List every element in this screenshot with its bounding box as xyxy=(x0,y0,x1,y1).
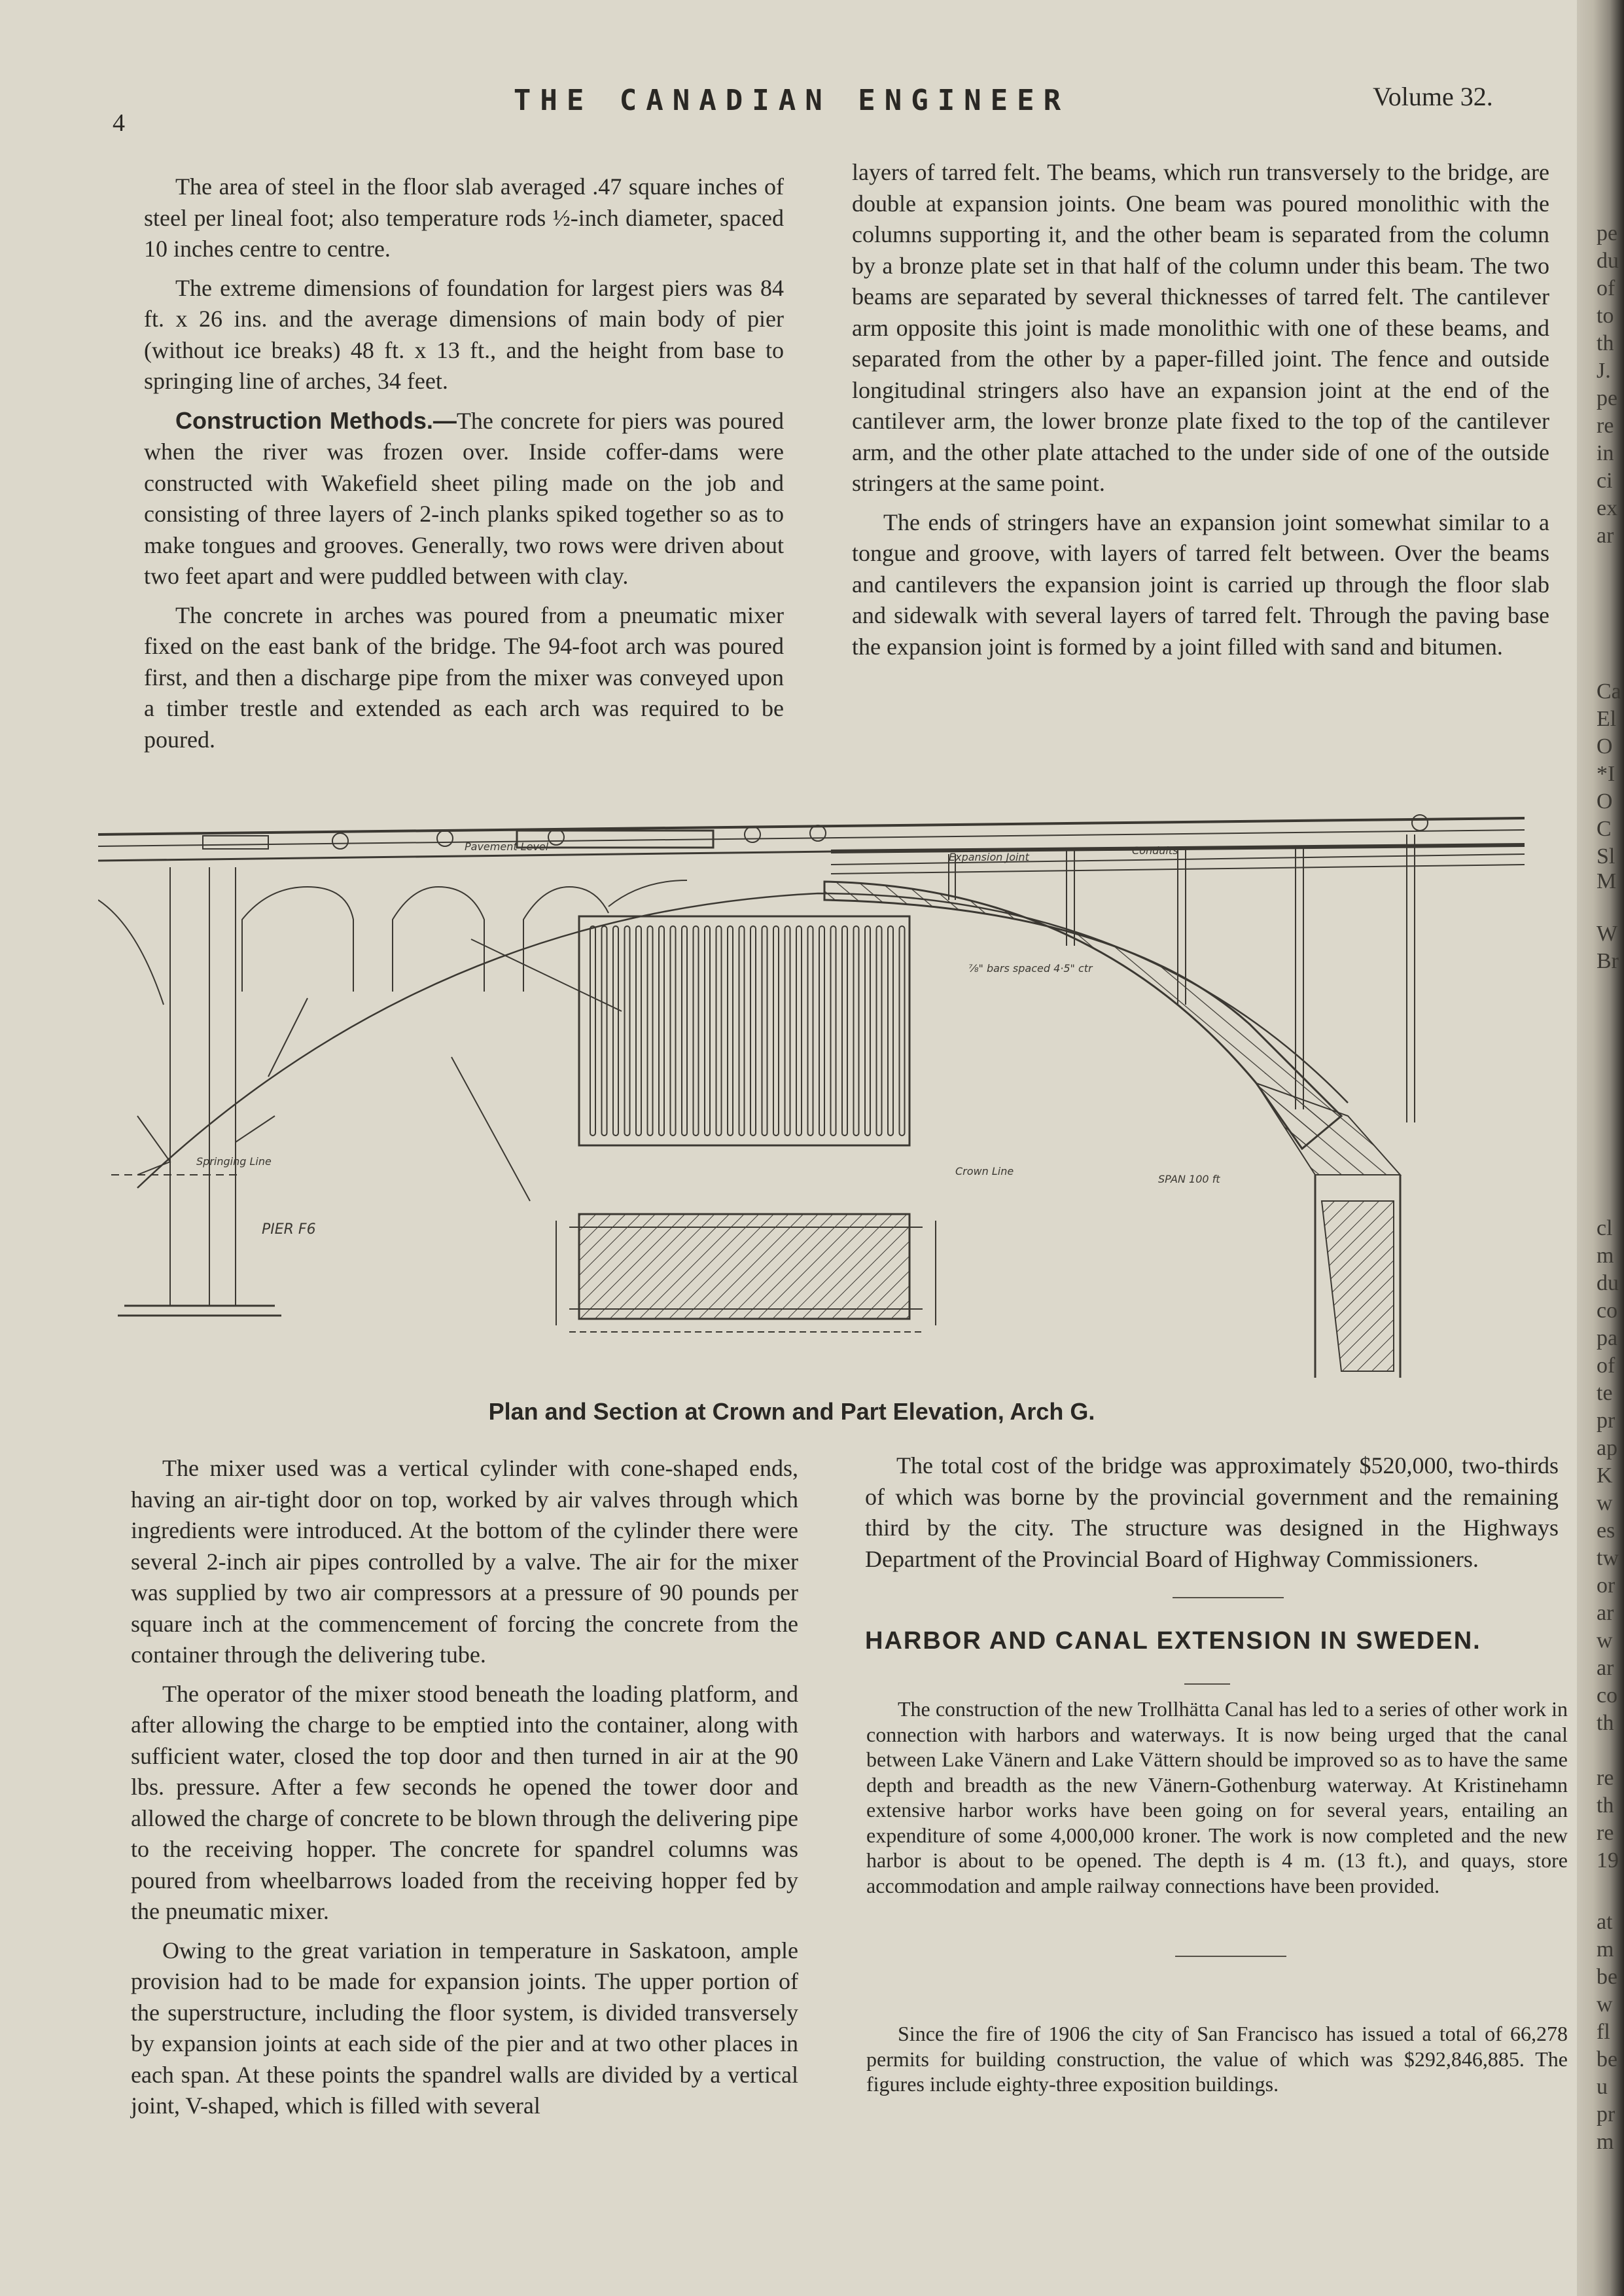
springing-label: Springing Line xyxy=(196,1155,272,1168)
paragraph: The area of steel in the floor slab averaged .47 square inches of steel per lineal foot; also temperature rods ½-inch diameter, spaced 10 inches centre to centre. xyxy=(144,173,784,262)
neighbor-fragment: th xyxy=(1597,332,1614,355)
reinforcement-bar xyxy=(819,926,824,1136)
reinforcement-bar xyxy=(888,926,893,1136)
reinforcement-bar xyxy=(694,926,699,1136)
paragraph: layers of tarred felt. The beams, which run transversely to the bridge, are double at expansion joints. One beam was poured monolithic with the columns supporting it, and the other beam is separated from the column by a bronze plate set in that half of the column under this beam. The two beams are separated by several thicknesses of tarred felt. The cantilever arm opposite this joint is made monolithic with one of these beams, and separated from the other by a paper-filled joint. The fence and outside longitudinal stringers also have an expansion joint at the end of the cantilever arm, the lower bronze plate fixed to the top of the cantilever arm, and the other plate attached to the under side of one of the outside stringers at the same point. xyxy=(852,159,1549,496)
neighbor-fragment: Ca xyxy=(1597,681,1621,703)
spandrel-arch xyxy=(609,880,687,906)
reinforcement-bar xyxy=(900,926,905,1136)
neighbor-fragment: *I xyxy=(1597,763,1615,785)
reinforcement-bar xyxy=(739,926,745,1136)
left-column-bottom xyxy=(131,1453,798,2130)
neighbor-fragment: El xyxy=(1597,708,1617,730)
neighbor-fragment: of xyxy=(1597,278,1615,300)
reinforcement-bar xyxy=(705,926,710,1136)
neighbor-fragment: co xyxy=(1597,1685,1618,1707)
reinforcement-bar xyxy=(773,926,779,1136)
reinforcement-bar xyxy=(808,926,813,1136)
page-number: 4 xyxy=(113,109,125,137)
reinforcement-bar xyxy=(854,926,859,1136)
neighbor-fragment: in xyxy=(1597,442,1614,465)
reinforcement-bar xyxy=(682,926,687,1136)
railing-post xyxy=(203,836,268,849)
main-arch-curve xyxy=(137,893,1348,1188)
neighbor-fragment: pr xyxy=(1597,1410,1615,1432)
crown-label: Crown Line xyxy=(955,1165,1014,1177)
pier-section xyxy=(1322,1201,1394,1371)
right-column-top xyxy=(852,157,1549,670)
neighbor-fragment: or xyxy=(1597,1575,1615,1597)
reinforcement-bar xyxy=(659,926,664,1136)
sweden-article-text xyxy=(866,1696,1568,1898)
pier-column xyxy=(170,867,236,1306)
reinforcement-bar xyxy=(785,926,790,1136)
neighbor-fragment: K xyxy=(1597,1465,1613,1487)
deck-line xyxy=(98,852,831,861)
left-column-top xyxy=(144,171,784,763)
neighbor-fragment: Sl xyxy=(1597,846,1615,868)
divider xyxy=(1184,1683,1230,1685)
neighbor-fragment: w xyxy=(1597,1994,1613,2016)
divider xyxy=(1173,1597,1284,1598)
paragraph: The concrete in arches was poured from a pneumatic mixer fixed on the east bank of the bridge. The 94-foot arch was poured first, and then a discharge pipe from the mixer was conveyed upon a timber trestle and extended as each arch was required to be poured. xyxy=(144,601,784,753)
reinforcement-bar xyxy=(762,926,768,1136)
reinforcement-bar xyxy=(590,926,595,1136)
right-column-bottom xyxy=(865,1450,1559,1583)
neighbor-fragment: m xyxy=(1597,1939,1614,1961)
reinforcement-bar xyxy=(636,926,641,1136)
reinforcement-bar xyxy=(728,926,733,1136)
neighbor-fragment: co xyxy=(1597,1300,1618,1322)
divider xyxy=(1175,1956,1286,1957)
neighbor-fragment: fl xyxy=(1597,2021,1610,2043)
railing-post xyxy=(548,829,564,845)
neighbor-fragment: re xyxy=(1597,1822,1614,1844)
neighbor-fragment: tw xyxy=(1597,1547,1619,1570)
neighbor-fragment: m xyxy=(1597,2131,1614,2153)
neighbor-fragment: ci xyxy=(1597,470,1613,492)
spandrel-arch xyxy=(242,887,353,992)
volume-label: Volume 32. xyxy=(1373,82,1493,111)
neighbor-fragment: w xyxy=(1597,1630,1613,1652)
arch-rib-section xyxy=(824,882,1341,1149)
neighbor-fragment: ar xyxy=(1597,525,1614,547)
neighbor-fragment: be xyxy=(1597,1966,1618,1988)
neighbor-fragment: w xyxy=(1597,1492,1613,1515)
neighbor-fragment: O xyxy=(1597,736,1613,758)
dimension-line xyxy=(471,939,622,1011)
paragraph: The mixer used was a vertical cylinder with cone-shaped ends, having an air-tight door on top, worked by air valves through which ingredients were introduced. At the bottom of the cylinder there were several 2-inch air pipes controlled by a valve. The air for the mixer was supplied by two air compressors at a pressure of 90 pounds per square inch at the commencement of forcing the concrete from the container through the delivering tube. xyxy=(131,1455,798,1668)
reinforcement-bar xyxy=(750,926,756,1136)
pier-label: PIER F6 xyxy=(262,1221,316,1238)
neighbor-fragment: J. xyxy=(1597,360,1611,382)
reinforcement-bar xyxy=(796,926,802,1136)
neighbor-fragment: pe xyxy=(1597,223,1618,245)
arch-curve xyxy=(98,900,164,1005)
neighbor-fragment: pr xyxy=(1597,2104,1615,2126)
reinforcement-bar xyxy=(613,926,618,1136)
neighbor-fragment: te xyxy=(1597,1382,1613,1405)
neighbor-fragment: pe xyxy=(1597,387,1618,410)
neighbor-fragment: ex xyxy=(1597,497,1618,520)
spandrel-arch xyxy=(393,887,484,992)
arch-rib-section xyxy=(1256,1083,1400,1175)
neighbor-fragment: du xyxy=(1597,250,1619,272)
neighbor-fragment: re xyxy=(1597,1767,1614,1789)
neighbor-fragment: ap xyxy=(1597,1437,1618,1460)
reinforcement-bar xyxy=(648,926,653,1136)
dimension-line xyxy=(268,998,308,1077)
neighbor-fragment: C xyxy=(1597,818,1612,840)
spandrel-column xyxy=(1407,834,1415,1122)
paragraph: The extreme dimensions of foundation for largest piers was 84 ft. x 26 ins. and the average dimensions of main body of pier (without ice breaks) 48 ft. x 13 ft., and the height from base to springing line of arches, 34 feet. xyxy=(144,274,784,394)
neighbor-fragment: of xyxy=(1597,1355,1615,1377)
neighbor-fragment: be xyxy=(1597,2049,1618,2071)
san-francisco-note xyxy=(866,2021,1568,2097)
expansion-label: Expansion Joint xyxy=(949,851,1029,863)
neighbor-fragment: ar xyxy=(1597,1657,1614,1679)
neighbor-fragment: pa xyxy=(1597,1327,1618,1350)
railing-post xyxy=(1412,815,1428,831)
section-runin-heading: Construction Methods.— xyxy=(175,406,457,434)
article-heading: HARBOR AND CANAL EXTENSION IN SWEDEN. xyxy=(865,1627,1481,1655)
paragraph: The construction of the new Trollhätta Canal has led to a series of other work in connection with harbors and waterways. It is now being urged that the canal between Lake Vänern and Lake Vättern should be improved so as to have the same depth and breadth as the new Vänern-Gothenburg waterway. At Kristinehamn extensive harbor works have been going on for several years, entailing an expenditure of some 4,000,000 kroner. The work is now completed and the new harbor is about to be opened. The depth is 4 m. (13 ft.), and quays, store accommodation and ample railway connections have been provided. xyxy=(866,1697,1568,1897)
bridge-arch-drawing xyxy=(98,808,1525,1378)
reinforcement-bar xyxy=(671,926,676,1136)
neighbor-fragment: re xyxy=(1597,415,1614,437)
neighbor-fragment: u xyxy=(1597,2076,1608,2098)
pavement-label: Pavement Level xyxy=(465,840,549,853)
neighbor-fragment: cl xyxy=(1597,1217,1613,1240)
bars-label: ⅞" bars spaced 4·5" ctr xyxy=(968,962,1093,975)
reinforcement-bar xyxy=(716,926,722,1136)
neighbor-fragment: M xyxy=(1597,870,1617,893)
conduits-label: Conduits xyxy=(1132,844,1178,857)
neighbor-fragment: th xyxy=(1597,1795,1614,1817)
railing-post xyxy=(745,827,760,842)
reinforcement-bar xyxy=(602,926,607,1136)
neighbor-fragment: du xyxy=(1597,1272,1619,1295)
paragraph: Owing to the great variation in temperature in Saskatoon, ample provision had to be made for expansion joints. The upper portion of the superstructure, including the floor system, is divided transversely by expansion joints at each side of the pier and at two other places in each span. At these points the spandrel walls are divided by a vertical joint, V-shaped, which is filled with several xyxy=(131,1937,798,2119)
neighbor-fragment: th xyxy=(1597,1712,1614,1734)
reinforcement-bar xyxy=(842,926,847,1136)
paragraph: The ends of stringers have an expansion joint somewhat similar to a tongue and groove, with layers of tarred felt between. Over the beams and cantilevers the expansion joint is carried up through the floor slab and sidewalk with several layers of tarred felt. Through the paving base the expansion joint is formed by a joint filled with sand and bitumen. xyxy=(852,509,1549,660)
pier-base xyxy=(118,1306,281,1316)
plan-reinforcement-bars xyxy=(590,926,905,1136)
reinforcement-bar xyxy=(877,926,882,1136)
reinforcement-bar xyxy=(831,926,836,1136)
neighbor-fragment: 19 xyxy=(1597,1850,1619,1872)
neighbor-fragment: W xyxy=(1597,923,1618,945)
paragraph: Construction Methods.—The concrete for piers was poured when the river was frozen over. Inside coffer-dams were constructed with Wakefield sheet piling made on the job and consisting of three layers of 2-inch planks spiked together so as to make tongues and grooves. Generally, two rows were driven about two feet apart and were puddled between with clay. xyxy=(144,406,785,589)
neighbor-fragment: O xyxy=(1597,791,1613,813)
reinforcement-bar xyxy=(865,926,870,1136)
span-label: SPAN 100 ft xyxy=(1158,1173,1220,1185)
paragraph: The operator of the mixer stood beneath the loading platform, and after allowing the charge to be emptied into the container, along with sufficient water, closed the top door and then turned in air at the 90 lbs. pressure. After a few seconds he opened the tower door and allowed the charge of concrete to be blown through the delivering pipe to the receiving hopper. The concrete for spandrel columns was poured from wheelbarrows loaded from the receiving hopper fed by the pneumatic mixer. xyxy=(131,1680,798,1924)
reinforcement-bar xyxy=(625,926,630,1136)
railing-post xyxy=(810,825,826,841)
neighbor-fragment: ar xyxy=(1597,1602,1614,1624)
neighbor-fragment: at xyxy=(1597,1911,1613,1933)
neighbor-fragment: to xyxy=(1597,305,1614,327)
dimension-line xyxy=(451,1057,530,1201)
paragraph: Since the fire of 1906 the city of San Francisco has issued a total of 66,278 permits for building construction, the value of which was $292,846,885. The figures include eighty-three exposition buildings. xyxy=(866,2022,1568,2096)
neighbor-fragment: es xyxy=(1597,1520,1615,1542)
railing-post xyxy=(437,831,453,846)
journal-title: THE CANADIAN ENGINEER xyxy=(513,84,1070,117)
neighbor-fragment: Br xyxy=(1597,950,1619,973)
section-at-crown xyxy=(579,1214,909,1319)
paragraph: The total cost of the bridge was approximately $520,000, two-thirds of which was borne by the provincial government and the remaining third by the city. The structure was designed in the Highways Department of the Provincial Board of Highway Commissioners. xyxy=(865,1452,1559,1572)
neighbor-fragment: m xyxy=(1597,1245,1614,1267)
railing-post xyxy=(332,833,348,849)
figure-caption: Plan and Section at Crown and Part Elevation, Arch G. xyxy=(488,1398,1095,1425)
